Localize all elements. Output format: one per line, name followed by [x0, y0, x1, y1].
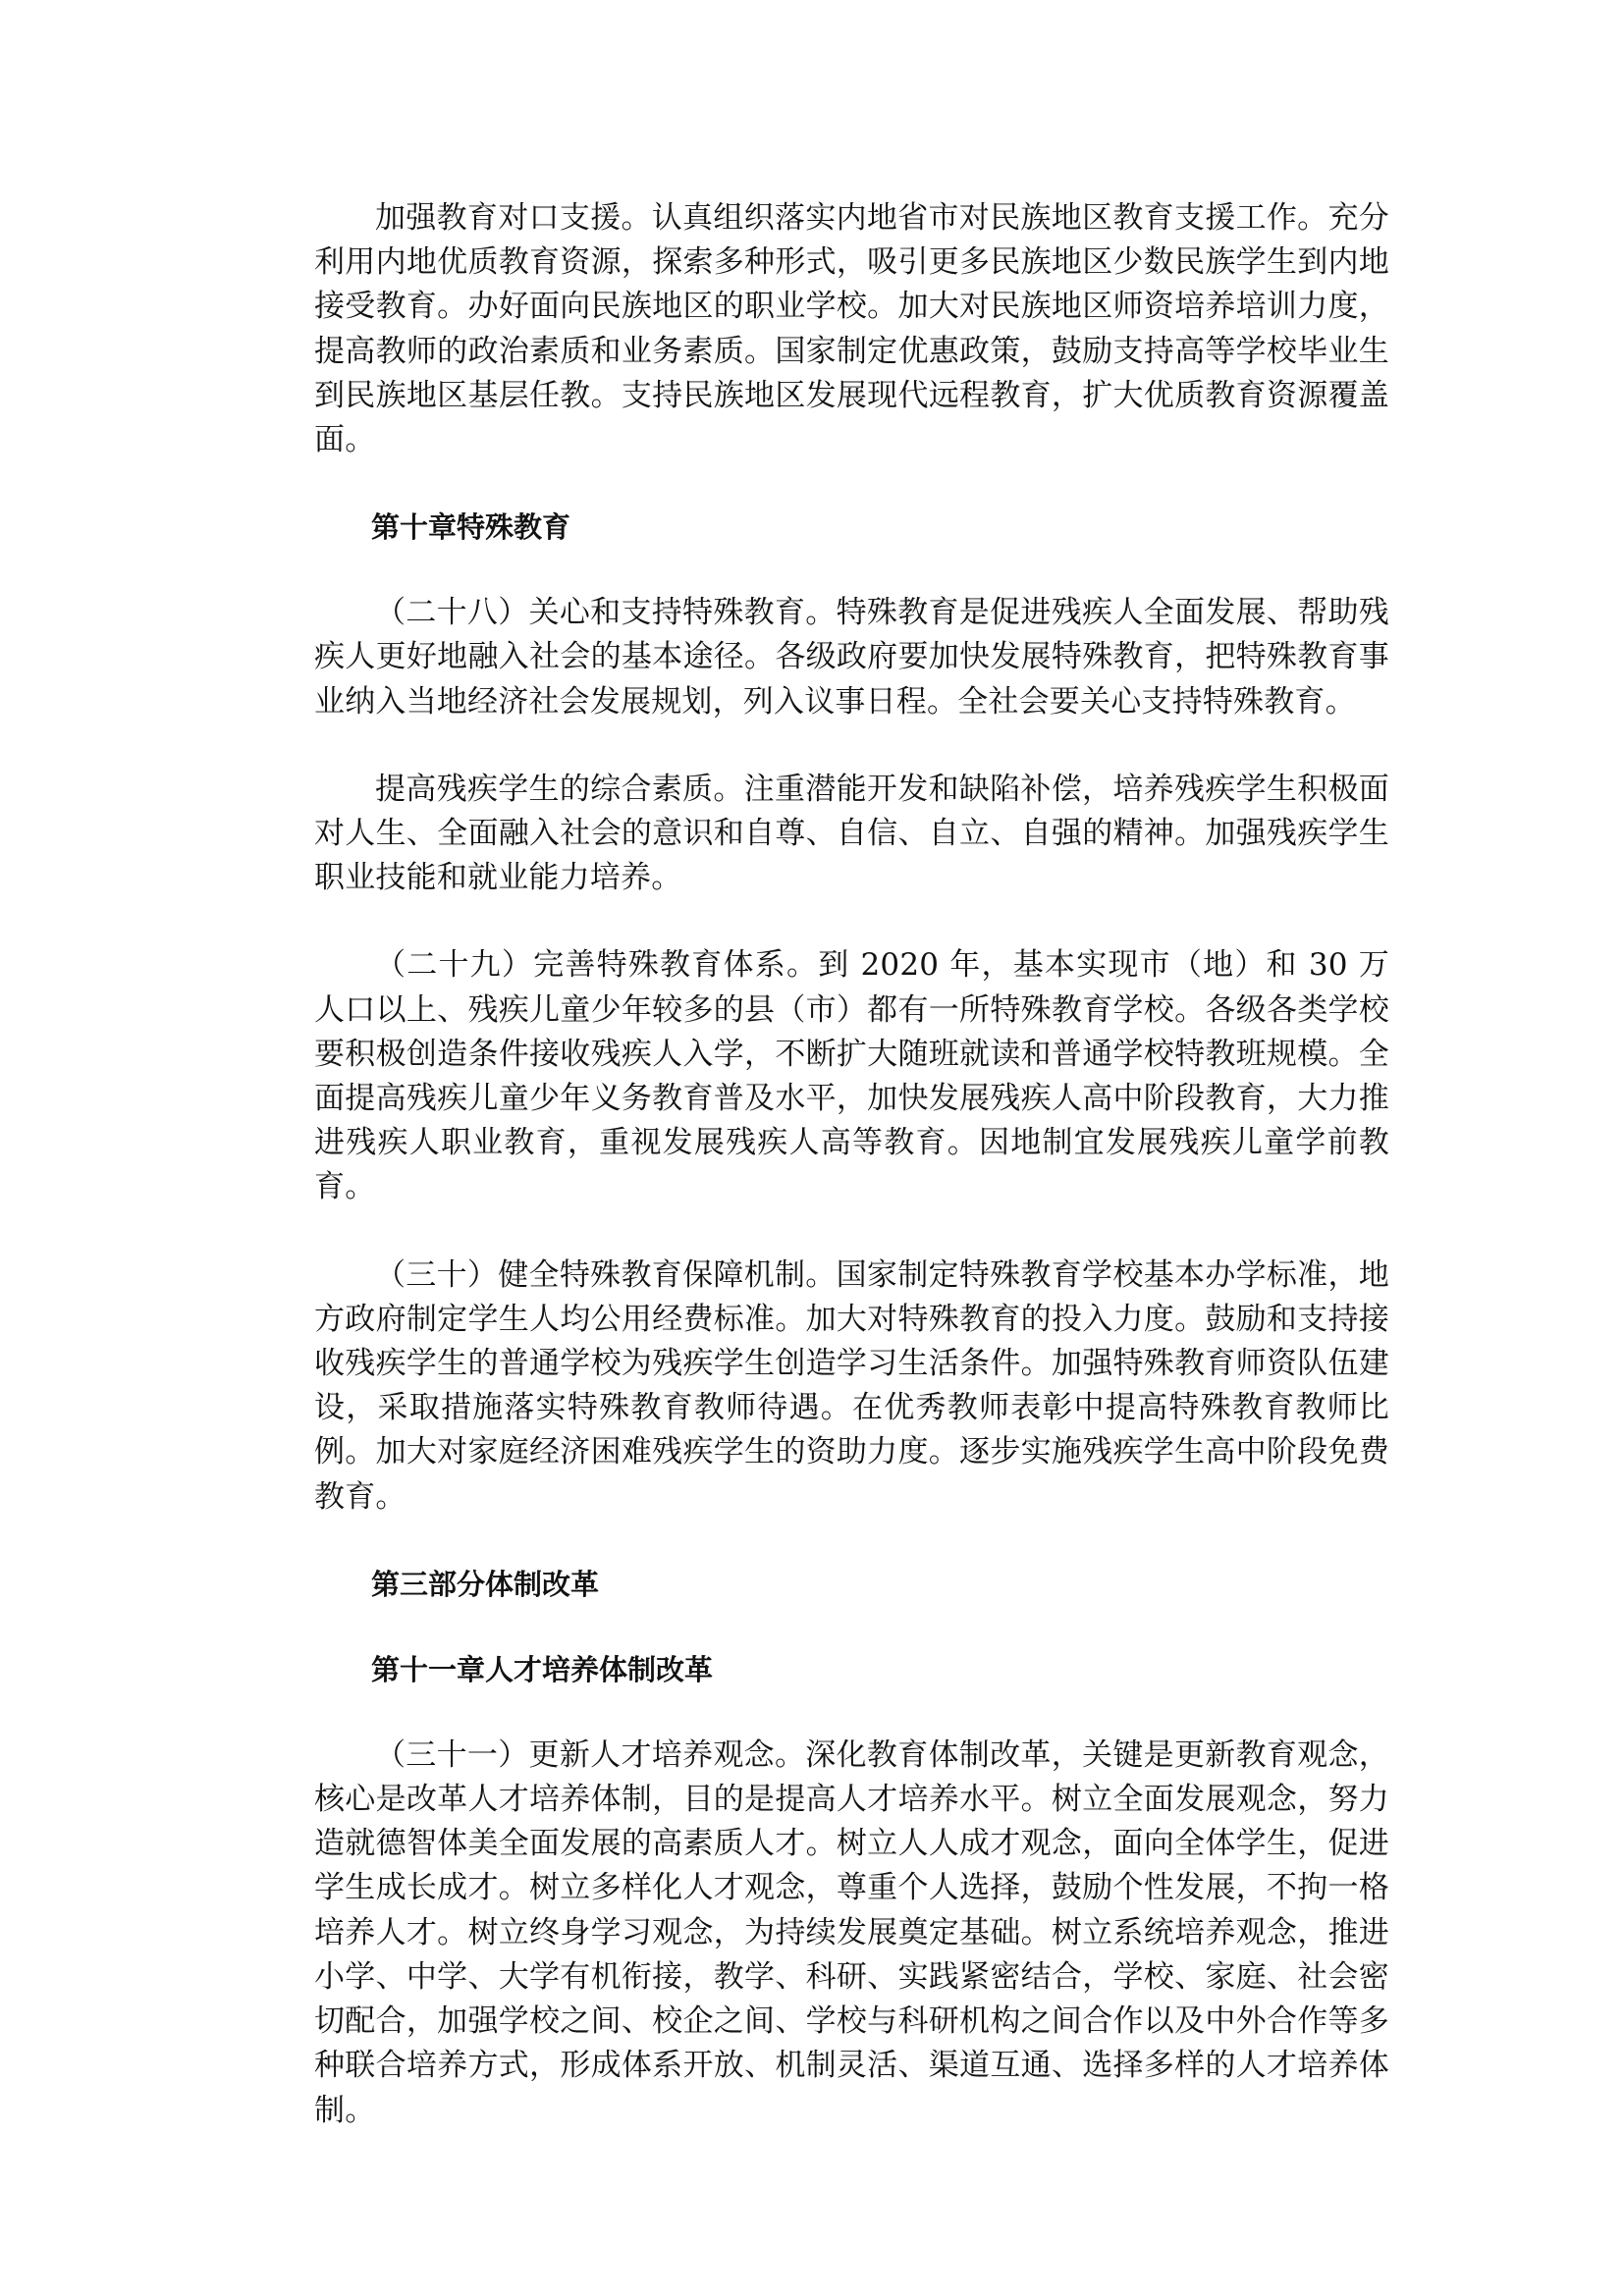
- paragraph-student-quality: 提高残疾学生的综合素质。注重潜能开发和缺陷补偿，培养残疾学生积极面对人生、全面融入社会的意识和自尊、自信、自立、自强的精神。加强残疾学生职业技能和就业能力培养。: [314, 771, 1389, 896]
- paragraph-education-support: 加强教育对口支援。认真组织落实内地省市对民族地区教育支援工作。充分利用内地优质教育资源，探索多种形式，吸引更多民族地区少数民族学生到内地接受教育。办好面向民族地区的职业学校。加大对民族地区师资培养培训力度，提高教师的政治素质和业务素质。国家制定优惠政策，鼓励支持高等学校毕业生到民族地区基层任教。支持民族地区发展现代远程教育，扩大优质教育资源覆盖面。: [314, 200, 1389, 458]
- paragraph-28: （二十八）关心和支持特殊教育。特殊教育是促进残疾人全面发展、帮助残疾人更好地融入社会的基本途径。各级政府要加快发展特殊教育，把特殊教育事业纳入当地经济社会发展规划，列入议事日程。全社会要关心支持特殊教育。: [314, 595, 1389, 720]
- part-heading-system-reform: 第三部分体制改革: [371, 1567, 600, 1601]
- document-body: [314, 196, 1389, 2176]
- chapter-heading-talent-cultivation: 第十一章人才培养体制改革: [371, 1652, 714, 1686]
- paragraph-29: （二十九）完善特殊教育体系。到 2020 年，基本实现市（地）和 30 万人口以上、残疾儿童少年较多的县（市）都有一所特殊教育学校。各级各类学校要积极创造条件接收残疾人入学，不断扩大随班就读和普通学校特教班规模。全面提高残疾儿童少年义务教育普及水平，加快发展残疾人高中阶段教育，大力推进残疾人职业教育，重视发展残疾人高等教育。因地制宜发展残疾儿童学前教育。: [314, 947, 1389, 1205]
- paragraph-30: （三十）健全特殊教育保障机制。国家制定特殊教育学校基本办学标准，地方政府制定学生人均公用经费标准。加大对特殊教育的投入力度。鼓励和支持接收残疾学生的普通学校为残疾学生创造学习生活条件。加强特殊教育师资队伍建设，采取措施落实特殊教育教师待遇。在优秀教师表彰中提高特殊教育教师比例。加大对家庭经济困难残疾学生的资助力度。逐步实施残疾学生高中阶段免费教育。: [314, 1256, 1389, 1515]
- chapter-heading-special-education: 第十章特殊教育: [371, 510, 571, 545]
- paragraph-31: （三十一）更新人才培养观念。深化教育体制改革，关键是更新教育观念，核心是改革人才培养体制，目的是提高人才培养水平。树立全面发展观念，努力造就德智体美全面发展的高素质人才。树立人人成才观念，面向全体学生，促进学生成长成才。树立多样化人才观念，尊重个人选择，鼓励个性发展，不拘一格培养人才。树立终身学习观念，为持续发展奠定基础。树立系统培养观念，推进小学、中学、大学有机衔接，教学、科研、实践紧密结合，学校、家庭、社会密切配合，加强学校之间、校企之间、学校与科研机构之间合作以及中外合作等多种联合培养方式，形成体系开放、机制灵活、渠道互通、选择多样的人才培养体制。: [314, 1736, 1389, 2128]
